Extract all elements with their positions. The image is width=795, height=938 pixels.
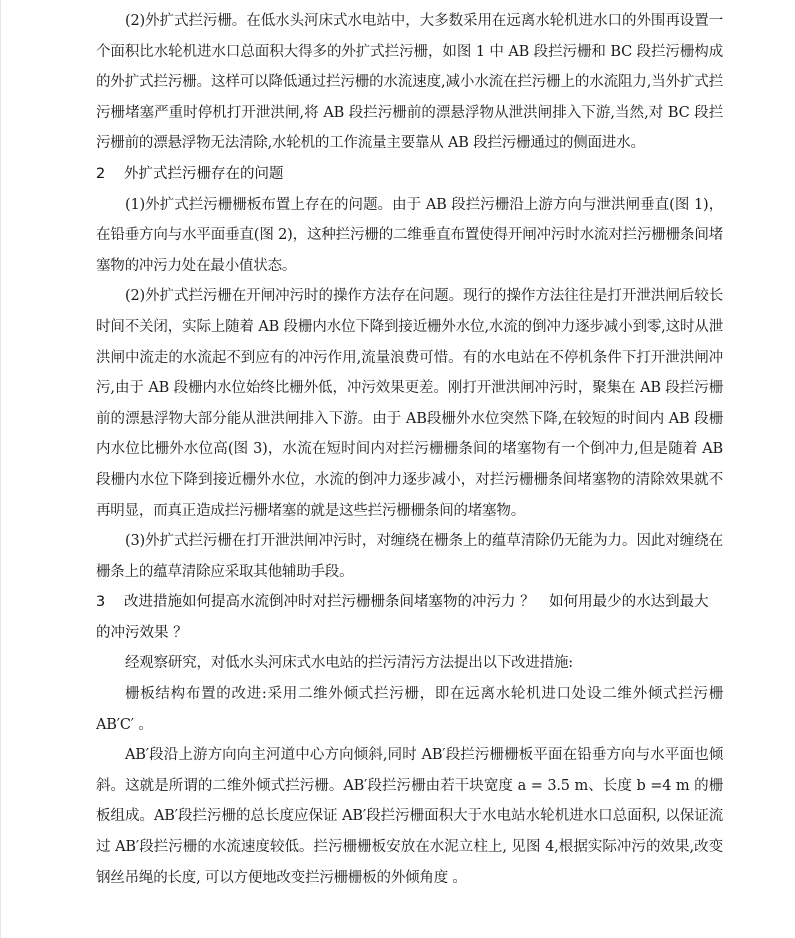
- paragraph-research-intro: 经观察研究，对低水头河床式水电站的拦污清污方法提出以下改进措施:: [125, 655, 573, 672]
- section-title: 外扩式拦污栅存在的问题: [124, 165, 284, 182]
- section-number: 2: [96, 165, 106, 182]
- paragraph-weed-problem: (3)外扩式拦污栅在打开泄洪闸冲污时，对缠绕在栅条上的蕴草清除仍无能为力。因此对缠绕在栅条上的蕴草清除应采取其他辅助手段。: [96, 533, 723, 580]
- paragraph-operation-problem: (2)外扩式拦污栅在开闸冲污时的操作方法存在问题。现行的操作方法往往是打开泄洪闸后较长时间不关闭，实际上随着 AB 段栅内水位下降到接近栅外水位,水流的倒冲力逐步减小到零,这时从泄洪闸中流走的水流起不到应有的冲污作用,流量浪费可惜。有的水电站在不停机条件下打开泄洪闸冲污,由于 AB 段栅内水位始终比栅外低，冲污效果更差。刚打开泄洪闸冲污时，聚集在 AB 段拦污栅前的漂悬浮物大部分能从泄洪闸排入下游。由于 AB段栅外水位突然下降,在较短的时间内 AB 段栅内水位比栅外水位高(图 3)，水流在短时间内对拦污栅栅条间的堵塞物有一个倒冲力,但是随着 AB 段栅内水位下降到接近栅外水位，水流的倒冲力逐步减小，对拦污栅栅条间堵塞物的清除效果就不再明显，而真正造成拦污栅堵塞的就是这些拦污栅栅条间的堵塞物。: [96, 288, 723, 519]
- paragraph-outward-trash-rack: (2)外扩式拦污栅。在低水头河床式水电站中，大多数采用在远离水轮机进水口的外围再设置一个面积比水轮机进水口总面积大得多的外扩式拦污栅，如图 1 中 AB 段拦污栅和 BC 段拦污栅构成的外扩式拦污栅。这样可以降低通过拦污栅的水流速度,减小水流在拦污栅上的水流阻力,当外扩式拦污栅堵塞严重时停机打开泄洪闸,将 AB 段拦污栅前的漂悬浮物从泄洪闸排入下游,当然,对 BC 段拦污栅前的漂悬浮物无法清除,水轮机的工作流量主要靠从 AB 段拦污栅通过的侧面进水。: [96, 13, 723, 152]
- page-edge: [0, 0, 1, 938]
- section-heading-2: [96, 159, 723, 190]
- section-heading-3: [96, 587, 723, 648]
- section-number: 3: [96, 594, 106, 611]
- paragraph-tilted-rack: AB′段沿上游方向向主河道中心方向倾斜,同时 AB′段拦污栅栅板平面在铅垂方向与水平面也倾斜。这就是所谓的二维外倾式拦污栅。AB′段拦污栅由若干块宽度 a = 3.5 m、长度 b =4 m 的栅板组成。AB′段拦污栅的总长度应保证 AB′段拦污栅面积大于水电站水轮机进水口总面积, 以保证流过 AB′段拦污栅的水流速度较低。拦污栅栅板安放在水泥立柱上, 见图 4,根据实际冲污的效果,改变钢丝吊绳的长度, 可以方便地改变拦污栅栅板的外倾角度 。: [96, 747, 723, 886]
- paragraph-structure-improvement: 栅板结构布置的改进:采用二维外倾式拦污栅，即在远离水轮机进口处设二维外倾式拦污栅 AB′C′ 。: [96, 686, 723, 733]
- paragraph-layout-problem: (1)外扩式拦污栅栅板布置上存在的问题。由于 AB 段拦污栅沿上游方向与泄洪闸垂直(图 1)，在铅垂方向与水平面垂直(图 2)，这种拦污栅的二维垂直布置使得开闸冲污时水流对拦污栅栅条间堵塞物的冲污力处在最小值状态。: [96, 196, 723, 274]
- section-title: 改进措施如何提高水流倒冲时对拦污栅栅条间堵塞物的冲污力 ？ 如何用最少的水达到最大的冲污效果 ？: [96, 594, 709, 641]
